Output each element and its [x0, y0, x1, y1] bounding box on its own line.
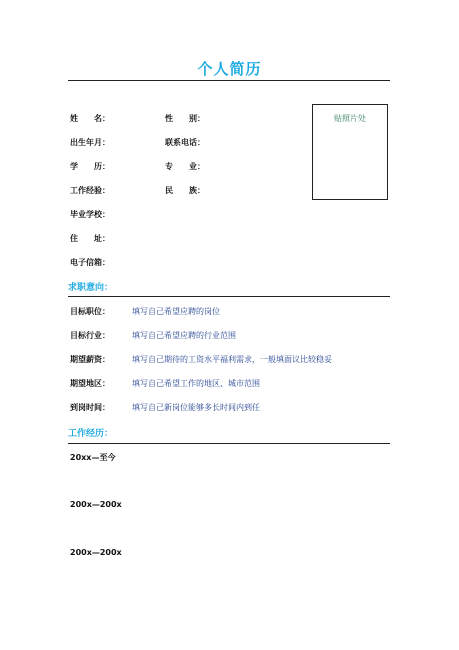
phone-label: 联系电话： — [165, 138, 205, 147]
email-label: 电子信箱： — [70, 258, 110, 267]
expected-salary-label: 期望薪资： — [70, 355, 110, 364]
photo-placeholder — [312, 104, 388, 200]
birth-label: 出生年月： — [70, 138, 110, 147]
start-time-label: 到岗时间： — [70, 403, 110, 412]
title-underline — [68, 80, 390, 81]
education-label: 学 历： — [70, 162, 110, 171]
work-period-2: 200x—200x — [70, 500, 122, 509]
expected-region-label: 期望地区： — [70, 379, 110, 388]
ethnicity-label: 民 族： — [165, 186, 205, 195]
gender-label: 性 别： — [165, 114, 205, 123]
work-history-heading: 工作经历： — [68, 429, 114, 439]
major-label: 专 业： — [165, 162, 205, 171]
target-position-value: 填写自己希望应聘的岗位 — [132, 307, 220, 316]
target-industry-label: 目标行业： — [70, 331, 110, 340]
expected-region-value: 填写自己希望工作的地区、城市范围 — [132, 379, 260, 388]
experience-label: 工作经验： — [70, 186, 110, 195]
work-history-rule — [68, 443, 390, 444]
job-intent-rule — [68, 296, 390, 297]
work-period-current: 20xx—至今 — [70, 453, 116, 462]
photo-label: 贴照片处 — [334, 114, 366, 123]
name-label: 姓 名： — [70, 114, 110, 123]
start-time-value: 填写自己新岗位能够多长时间内到任 — [132, 403, 260, 412]
target-position-label: 目标职位： — [70, 307, 110, 316]
target-industry-value: 填写自己希望应聘的行业范围 — [132, 331, 236, 340]
expected-salary-value: 填写自己期待的工资水平福利需求，一般填面议比较稳妥 — [132, 355, 332, 364]
page-title: 个人简历 — [197, 60, 262, 78]
work-period-3: 200x—200x — [70, 548, 122, 557]
school-label: 毕业学校： — [70, 210, 110, 219]
job-intent-heading: 求职意向： — [68, 283, 114, 293]
address-label: 住 址： — [70, 234, 110, 243]
